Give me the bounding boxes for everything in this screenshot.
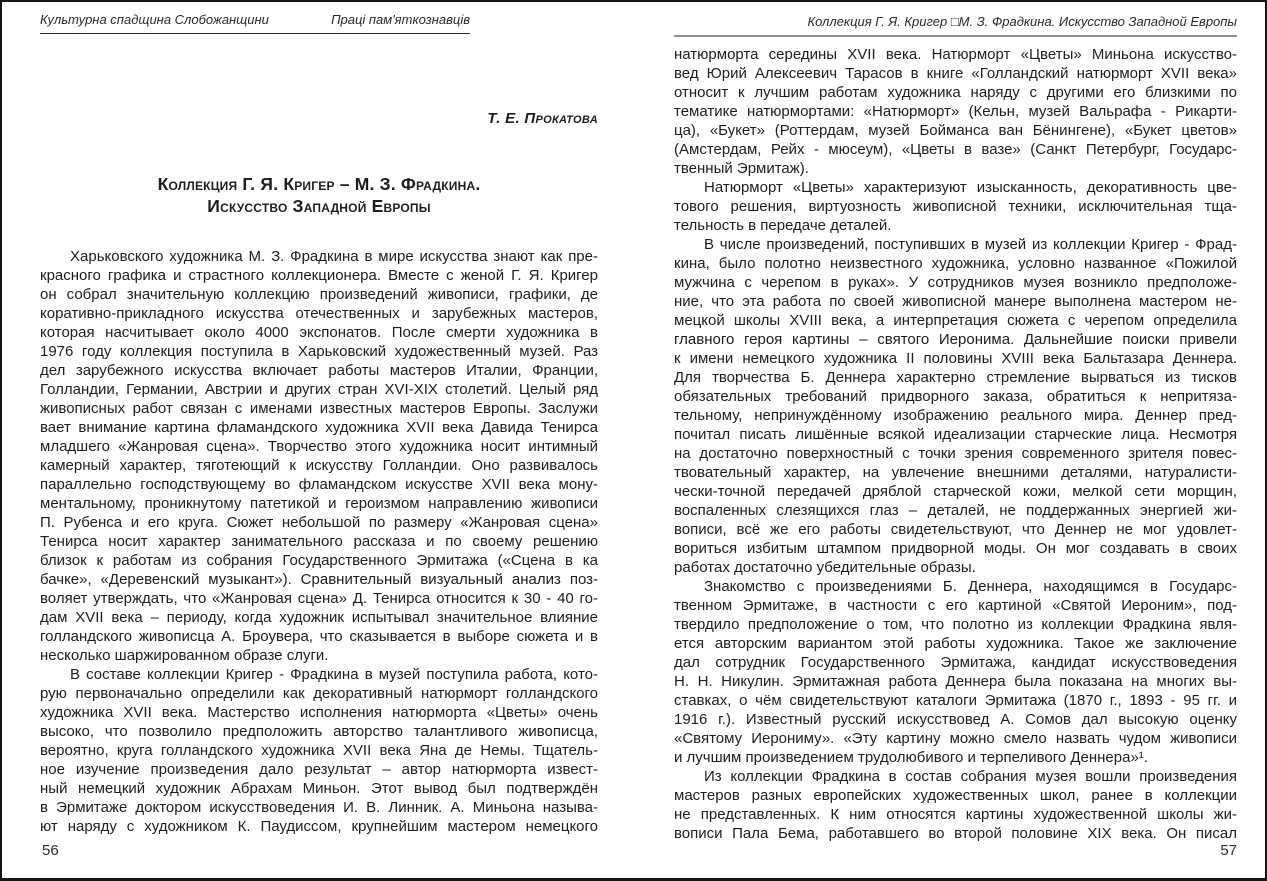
- author-name: Т. Е. Прокатова: [487, 110, 598, 127]
- text-line: живописных работ связан с именами известных мастеров Европы. Заслужи: [40, 400, 598, 417]
- text-line: 1916 г.). Известный русский искусствовед А. Сомов дал высокую оценку: [674, 711, 1237, 728]
- text-line: обязательных требований придворного заказа, обратиться к непритяза-: [674, 388, 1237, 405]
- text-line: мецкой школы XVIII века, а интерпретация сюжета с черепом определила: [674, 312, 1237, 329]
- text-line: воспаленных слезящихся глаз – деталей, не поддержанных энергией жи-: [674, 502, 1237, 519]
- text-line: красного графика и страстного коллекционера. Вместе с женой Г. Я. Кригер: [40, 267, 598, 284]
- paragraph: [40, 247, 598, 665]
- running-head-series: Культурна спадщина Слобожанщини: [40, 12, 269, 27]
- text-line: художника XVII века. Мастерство исполнения натюрморта «Цветы» очень: [40, 704, 598, 721]
- text-line: дам XVII века – периоду, когда художник испытывал значительное влияние: [40, 609, 598, 626]
- text-line: вописи Пала Бема, работавшего во второй половине XIX века. Он писал: [674, 825, 1237, 842]
- text-line: вероятно, круга голландского художника XVII века Яна де Немы. Тщатель-: [40, 742, 598, 759]
- page-number-right: 57: [1220, 842, 1237, 859]
- article-title: [40, 173, 598, 217]
- text-line: твердило предположение о том, что полотно из коллекции Фрадкина явля-: [674, 616, 1237, 633]
- paragraph: [674, 45, 1237, 178]
- text-line: Голландии, Германии, Австрии и других стран XVI-XIX столетий. Целый ряд: [40, 381, 598, 398]
- paragraph: [674, 577, 1237, 767]
- running-head-section: Праці пам'яткознавців: [331, 12, 470, 27]
- text-line: ется авторским вариантом этой работы художника. Такое же заключение: [674, 635, 1237, 652]
- text-line: не представленных. К ним относятся картины художественной школы жи-: [674, 806, 1237, 823]
- text-line: В числе произведений, поступивших в музей из коллекции Кригер - Фрад-: [704, 236, 1237, 253]
- text-line: которая насчитывает около 4000 экспонатов. После смерти художника в: [40, 324, 598, 341]
- text-line: ца), «Букет» (Роттердам, музей Бойманса ван Бёнингене), «Букет цветов»: [674, 122, 1237, 139]
- text-line: несколько шаржированном образе слуги.: [40, 647, 329, 664]
- text-line: воляет утверждать, что «Жанровая сцена» Д. Тенирса относится к 30 - 40 го-: [40, 590, 598, 607]
- text-line: мужчина с черепом в руках». У сотрудников музея возникло предположе-: [674, 274, 1237, 291]
- text-line: Натюрморт «Цветы» характеризуют изысканность, декоративность цве-: [704, 179, 1237, 196]
- paragraph: [674, 178, 1237, 235]
- page-left: [40, 2, 598, 836]
- running-head-right: Коллекция Г. Я. Кригер □М. З. Фрадкина. Искусство Западной Европы: [674, 14, 1237, 37]
- paragraph: [40, 665, 598, 836]
- text-line: 1976 году коллекция поступила в Харьковский художественный музей. Раз: [40, 343, 598, 360]
- text-line: (Амстердам, Рейх - мюсеум), «Цветы в вазе» (Санкт Петербург, Государс-: [674, 141, 1237, 158]
- running-head-left: [40, 12, 470, 34]
- text-line: вед Юрий Алексеевич Тарасов в книге «Голландский натюрморт XVII века»: [674, 65, 1237, 82]
- text-line: П. Рубенса и его круга. Сюжет небольшой по размеру «Жанровая сцена»: [40, 514, 598, 531]
- text-line: Знакомство с произведениями Б. Деннера, находящимся в Государс-: [704, 578, 1237, 595]
- text-line: бачке», «Деревенский музыкант»). Сравнительный визуальный анализ поз-: [40, 571, 598, 588]
- page-right: [674, 2, 1237, 843]
- paragraph: [674, 767, 1237, 843]
- text-line: Для творчества Б. Деннера характерно стремление вырваться из тисков: [674, 369, 1237, 386]
- text-line: «Святому Иерониму». «Эту картину можно смело назвать чудом живописи: [674, 730, 1237, 747]
- text-line: голландского живописца А. Броувера, что сказывается в выборе сюжета и в: [40, 628, 598, 645]
- text-line: мастеров разных европейских художественных школ, ранее в коллекции: [674, 787, 1237, 804]
- text-line: ное изучение произведения дало результат – автор натюрморта извест-: [40, 761, 598, 778]
- text-line: дал сотрудник Государственного Эрмитажа, кандидат искусствоведения: [674, 654, 1237, 671]
- text-line: В составе коллекции Кригер - Фрадкина в музей поступила работа, кото-: [70, 666, 598, 683]
- text-line: и лучшим произведением трудолюбивого и терпеливого Деннера»¹.: [674, 749, 1148, 766]
- text-line: чески-точной передачей дряблой старческой кожи, мелкой сети морщин,: [674, 483, 1237, 500]
- text-line: вописи, всё же его работы свидетельствуют, что Деннер не мог удовлет-: [674, 521, 1237, 538]
- text-line: дел зарубежного искусства включает работы мастеров Италии, Франции,: [40, 362, 598, 379]
- text-line: Н. Н. Никулин. Эрмитажная работа Деннера была показана на многих вы-: [674, 673, 1237, 690]
- text-line: рую первоначально определили как декоративный натюрморт голландского: [40, 685, 598, 702]
- text-line: ние, что эта работа по своей живописной манере выполнена мастером не-: [674, 293, 1237, 310]
- text-line: ментальному, проникнутому патетикой и героизмом направлению живописи: [40, 495, 598, 512]
- text-line: тематике натюрмортами: «Натюрморт» (Кельн, музей Вальрафа - Рикарти-: [674, 103, 1237, 120]
- text-line: коративно-прикладного искусства отечественных и зарубежных мастеров,: [40, 305, 598, 322]
- text-line: натюрморта середины XVII века. Натюрморт «Цветы» Миньона искусство-: [674, 46, 1237, 63]
- text-line: он собрал значительную коллекцию произведений живописи, графики, де: [40, 286, 598, 303]
- text-line: твовательный характер, на увлечение внешними деталями, натуралисти-: [674, 464, 1237, 481]
- text-line: ют наряду с художником К. Паудиссом, крупнейшим мастером немецкого: [40, 818, 598, 835]
- text-line: вориться избитым штампом придворной моды. Он мог создавать в своих: [674, 540, 1237, 557]
- text-line: тельному, непринуждённому изображению реального мира. Деннер пред-: [674, 407, 1237, 424]
- page-number-left: 56: [42, 842, 59, 859]
- text-line: твенном Эрмитаже, в частности с его картиной «Святой Иероним», под-: [674, 597, 1237, 614]
- text-line: камерный характер, тяготеющий к искусству Голландии. Оно развивалось: [40, 457, 598, 474]
- text-line: в Эрмитаже доктором искусствоведения И. В. Линник. А. Миньона называ-: [40, 799, 598, 816]
- body-text-right: [674, 45, 1237, 843]
- text-line: работах достаточно убедительные образы.: [674, 559, 976, 576]
- text-line: Тенирса носит характер занимательного рассказа и по своему решению: [40, 533, 598, 550]
- text-line: твенный Эрмитаж).: [674, 160, 809, 177]
- text-line: вает внимание картина фламандского художника XVII века Давида Тенирса: [40, 419, 598, 436]
- text-line: к имени немецкого художника II половины XVIII века Бальтазара Деннера.: [674, 350, 1237, 367]
- text-line: тового решения, виртуозность живописной техники, исключительная тща-: [674, 198, 1237, 215]
- text-line: параллельно господствующему во фламандском искусстве XVII века мону-: [40, 476, 598, 493]
- text-line: Из коллекции Фрадкина в состав собрания музея вошли произведения: [704, 768, 1237, 785]
- text-line: главного героя картины – святого Иеронима. Дальнейшие поиски привели: [674, 331, 1237, 348]
- text-line: относит к лучшим работам художника наряду с другими его близкими по: [674, 84, 1237, 101]
- text-line: на достаточно поверхностный с точки зрения современного зрителя повес-: [674, 445, 1237, 462]
- text-line: ставках, о чём свидетельствуют каталоги Эрмитажа (1870 г., 1893 - 95 гг. и: [674, 692, 1237, 709]
- article-title-line: Искусство Западной Европы: [207, 196, 431, 216]
- text-line: высоко, что позволило предположить авторство талантливого живописца,: [40, 723, 598, 740]
- text-line: почитал писать лишённые всякой идеализации старческие лица. Несмотря: [674, 426, 1237, 443]
- paragraph: [674, 235, 1237, 577]
- text-line: кина, было полотно неизвестного художника, условно названное «Пожилой: [674, 255, 1237, 272]
- text-line: ный немецкий художник Абрахам Миньон. Этот вывод был подтверждён: [40, 780, 598, 797]
- article-title-line: Коллекция Г. Я. Кригер – М. З. Фрадкина.: [157, 174, 481, 194]
- body-text-left: [40, 247, 598, 836]
- text-line: тельность в передаче деталей.: [674, 217, 892, 234]
- text-line: близок к работам из собрания Государственного Эрмитажа («Сцена в ка: [40, 552, 598, 569]
- text-line: младшего «Жанровая сцена». Творчество этого художника носит интимный: [40, 438, 598, 455]
- text-line: Харьковского художника М. З. Фрадкина в мире искусства знают как пре-: [70, 248, 598, 265]
